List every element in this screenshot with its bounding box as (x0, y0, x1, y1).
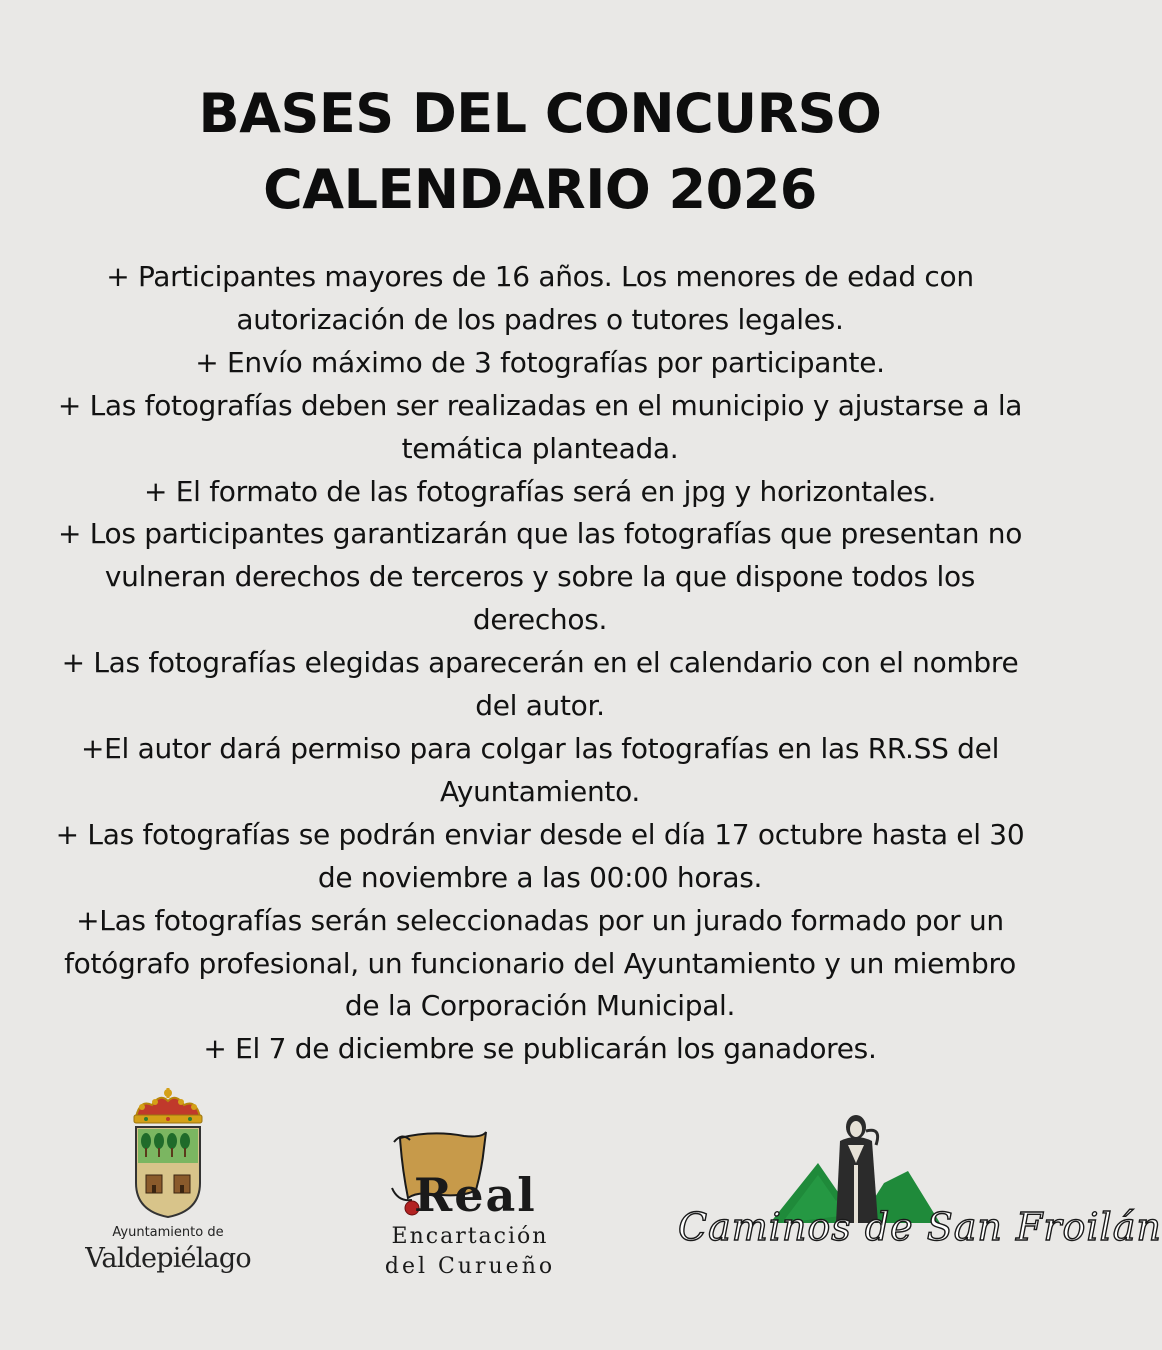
page-title (0, 76, 1080, 228)
valdepielago-logo (78, 1085, 258, 1285)
real-line2-label: del Curueño (384, 1254, 556, 1279)
rule-line: autorización de los padres o tutores legales. (236, 302, 844, 336)
caminos-san-froilan-logo (670, 1105, 1162, 1270)
title-line-2: CALENDARIO 2026 (263, 158, 817, 221)
valdepielago-small-label: Ayuntamiento de (112, 1225, 224, 1240)
rule-line: + Participantes mayores de 16 años. Los menores de edad con (106, 260, 974, 293)
rule-line: + Las fotografías deben ser realizadas en el municipio y ajustarse a la (57, 388, 1023, 422)
rule-line: +El autor dará permiso para colgar las fotografías en las RR.SS del (80, 731, 1000, 765)
rule-line: del autor. (475, 689, 605, 723)
rule-line: + Las fotografías elegidas aparecerán en el calendario con el nombre (61, 646, 1019, 680)
rule-line: Ayuntamiento. (439, 774, 641, 808)
title-line-1: BASES DEL CONCURSO (198, 82, 882, 145)
rule-line: de la Corporación Municipal. (344, 989, 736, 1023)
real-word-label: Real (414, 1168, 537, 1222)
real-line1-label: Encartación (391, 1224, 549, 1249)
coat-of-arms-icon (78, 1085, 258, 1225)
rule-line: + Los participantes garantizarán que las fotografías que presentan no (57, 517, 1023, 551)
rule-line: fotógrafo profesional, un funcionario del Ayuntamiento y un miembro (64, 946, 1016, 980)
real-encartacion-logo (372, 1128, 562, 1288)
rule-line: de noviembre a las 00:00 horas. (317, 860, 763, 894)
rule-line: + El 7 de diciembre se publicarán los ganadores. (203, 1032, 877, 1066)
rule-line: vulneran derechos de terceros y sobre la que dispone todos los (104, 560, 976, 594)
rule-line: temática planteada. (401, 431, 679, 465)
rule-line: + El formato de las fotografías será en jpg y horizontales. (144, 474, 936, 508)
rule-line: derechos. (472, 603, 608, 637)
rules-list (10, 256, 1070, 1071)
valdepielago-big-label: Valdepiélago (85, 1243, 251, 1274)
rule-line: +Las fotografías serán seleccionadas por un jurado formado por un (76, 903, 1004, 937)
rule-line: + Las fotografías se podrán enviar desde el día 17 octubre hasta el 30 (55, 817, 1025, 851)
rule-line: + Envío máximo de 3 fotografías por participante. (195, 345, 885, 379)
caminos-text-label: Caminos de San Froilán (678, 1205, 1162, 1249)
